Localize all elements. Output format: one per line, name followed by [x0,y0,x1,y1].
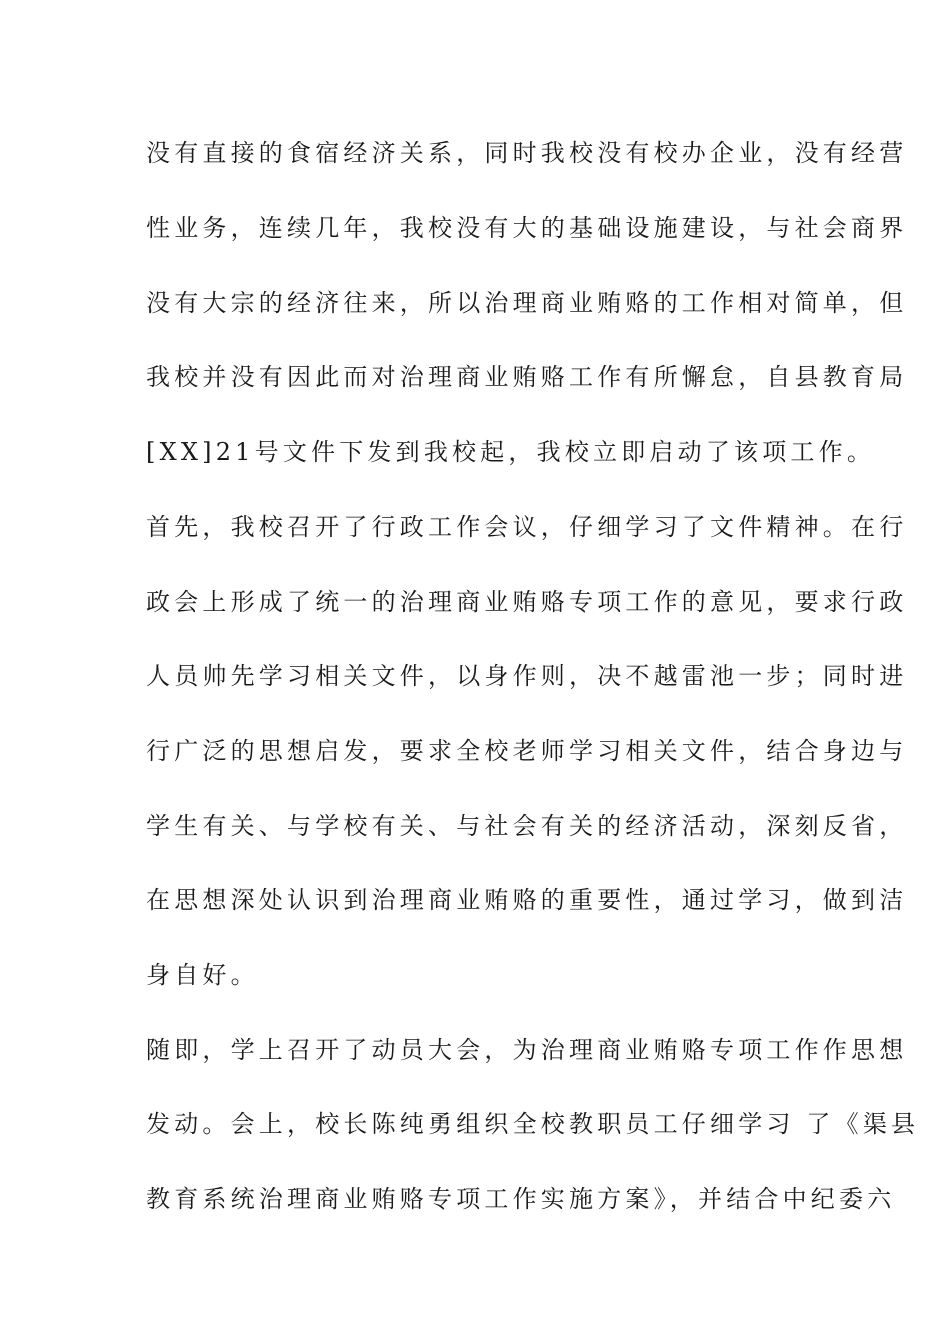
text-line: 人员帅先学习相关文件，以身作则，决不越雷池一步；同时进 [146,662,908,690]
text-line: 发动。会上，校长陈纯勇组织全校教职员工仔细学习 了《渠县 [146,1110,920,1138]
text-line: 行广泛的思想启发，要求全校老师学习相关文件，结合身边与 [146,737,908,765]
text-line: [XX]21号文件下发到我校起，我校立即启动了该项工作。 [146,438,876,466]
text-line: 在思想深处认识到治理商业贿赂的重要性，通过学习，做到洁 [146,886,908,914]
text-line: 政会上形成了统一的治理商业贿赂专项工作的意见，要求行政 [146,588,908,616]
text-line: 首先，我校召开了行政工作会议，仔细学习了文件精神。在行 [146,513,908,541]
text-line: 我校并没有因此而对治理商业贿赂工作有所懈怠，自县教育局 [146,363,908,391]
text-line: 身自好。 [146,961,259,989]
text-line: 性业务，连续几年，我校没有大的基础设施建设，与社会商界 [146,214,908,242]
text-line: 教育系统治理商业贿赂专项工作实施方案》，并结合中纪委六 [146,1185,896,1213]
text-line: 没有直接的食宿经济关系，同时我校没有校办企业，没有经营 [146,139,908,167]
text-line: 随即，学上召开了动员大会，为治理商业贿赂专项工作作思想 [146,1036,908,1064]
text-line: 没有大宗的经济往来，所以治理商业贿赂的工作相对简单，但 [146,289,908,317]
text-line: 学生有关、与学校有关、与社会有关的经济活动，深刻反省， [146,812,908,840]
